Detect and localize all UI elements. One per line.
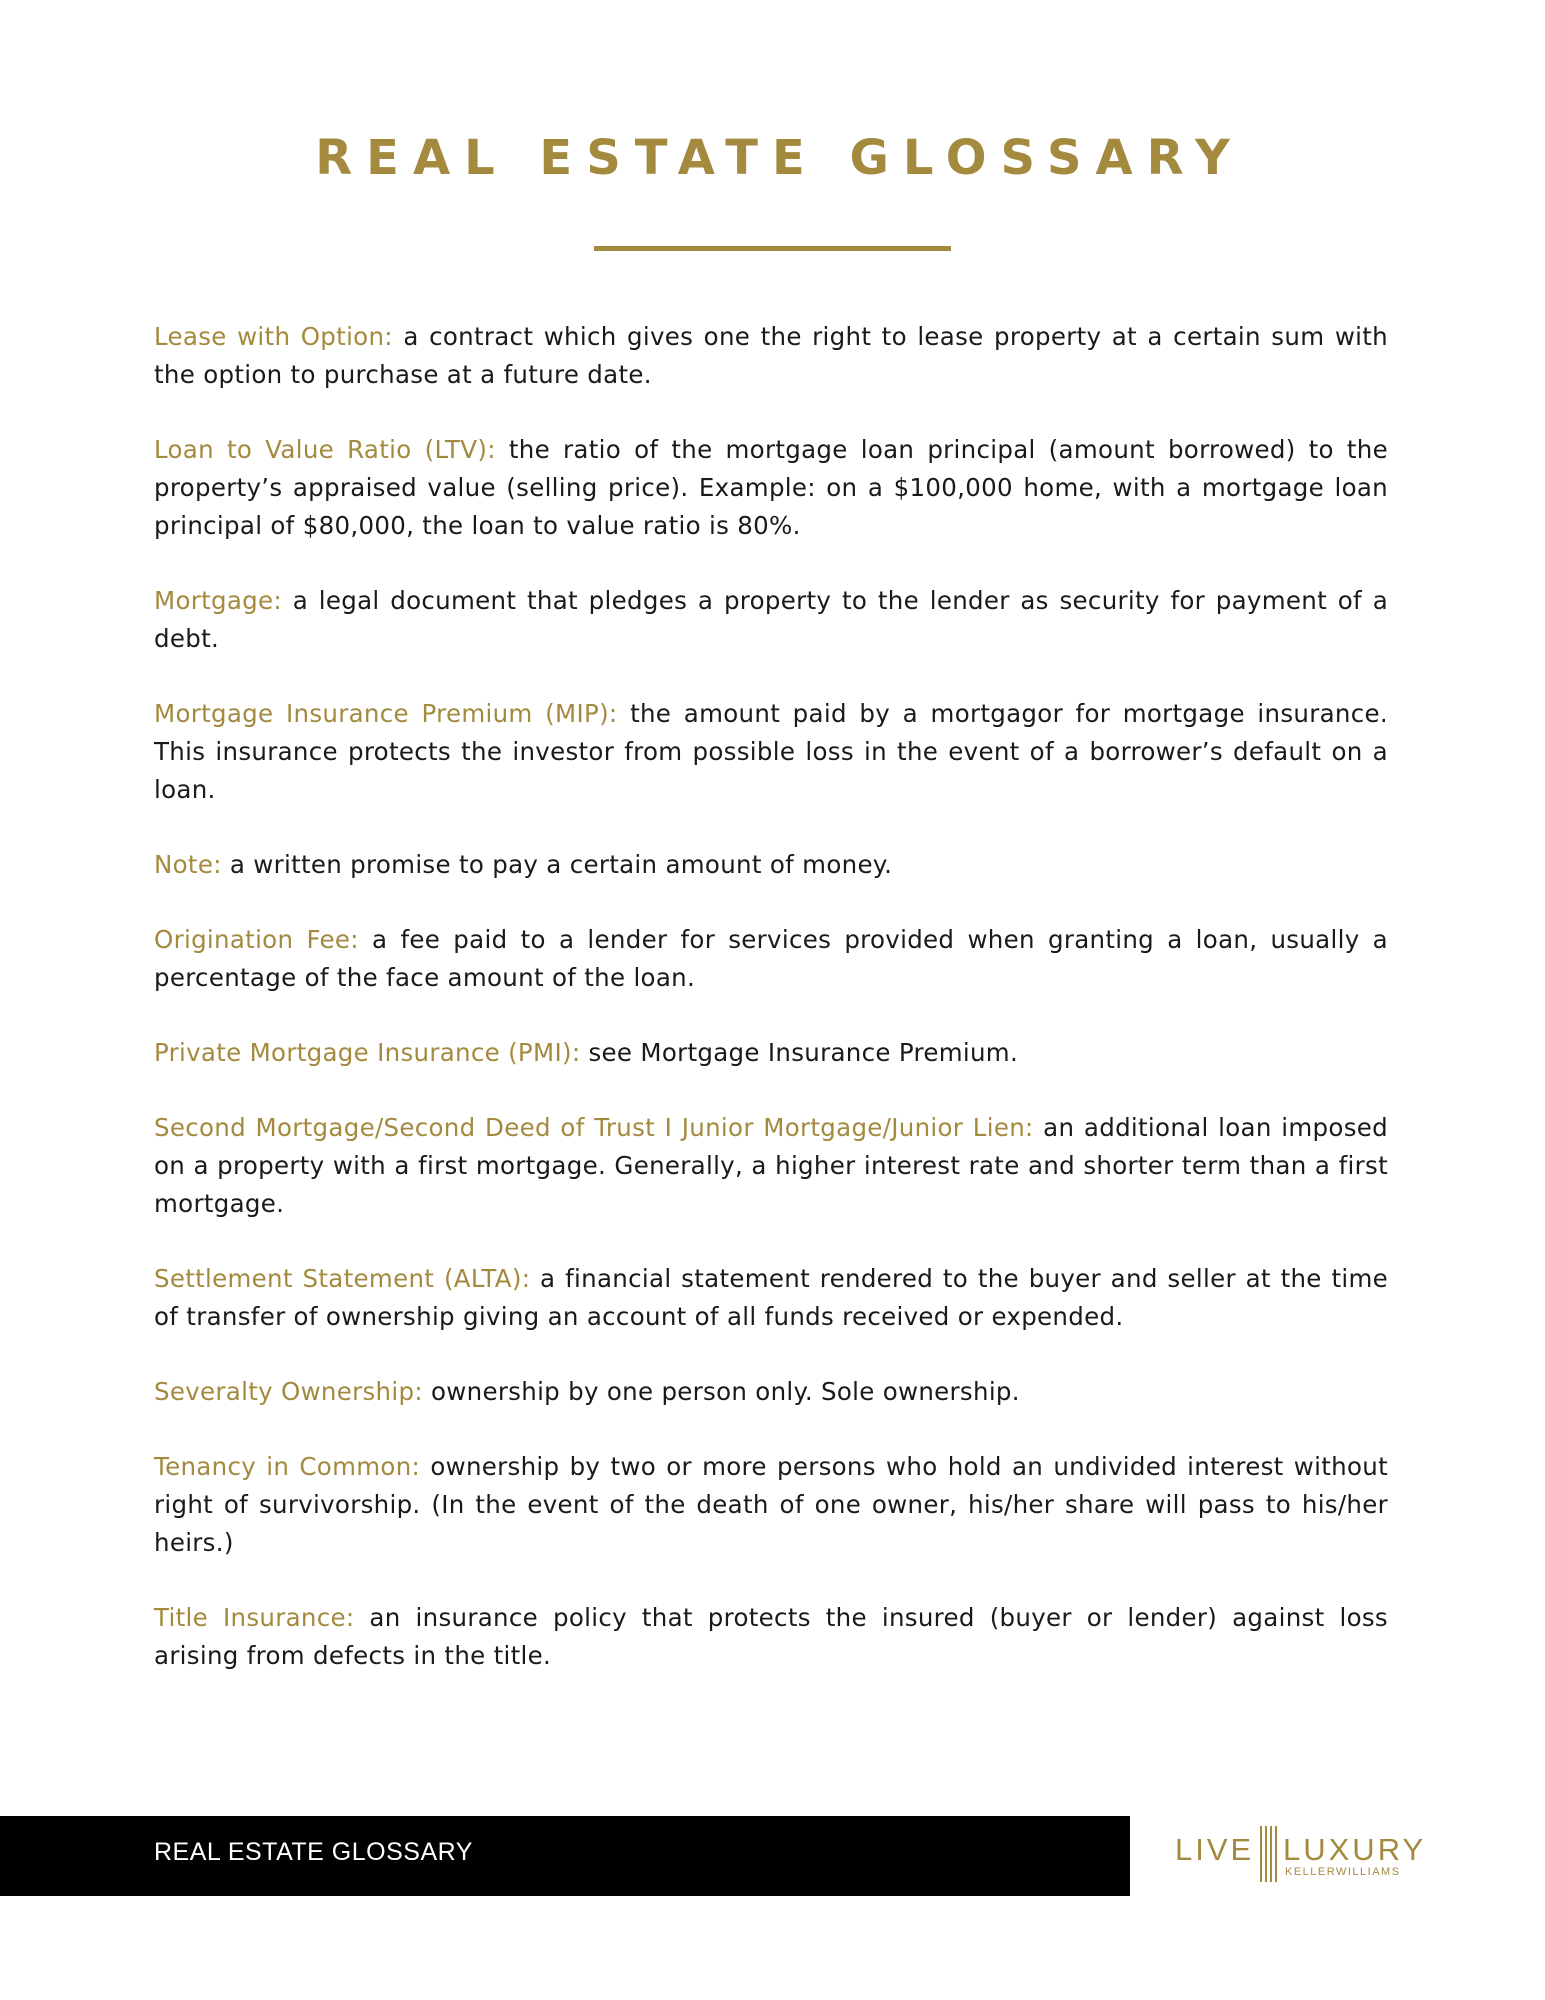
- glossary-definition: see Mortgage Insurance Premium.: [588, 1038, 1019, 1067]
- glossary-term: Private Mortgage Insurance (PMI):: [154, 1038, 581, 1067]
- page-title: REAL ESTATE GLOSSARY: [315, 130, 1244, 186]
- glossary-entry: [154, 1109, 1388, 1223]
- glossary-term: Tenancy in Common:: [154, 1452, 421, 1481]
- glossary-entry: [154, 921, 1388, 997]
- glossary-entry: [154, 431, 1388, 545]
- glossary-entry: [154, 582, 1388, 658]
- glossary-entry: [154, 1599, 1388, 1675]
- glossary-term: Mortgage:: [154, 586, 282, 615]
- glossary-definition: a fee paid to a lender for services provided when granting a loan, usually a percentage of the face amount of the loan.: [154, 925, 1388, 992]
- glossary-definition: a financial statement rendered to the buyer and seller at the time of transfer of ownership giving an account of all funds received or expended.: [154, 1264, 1388, 1331]
- glossary-term: Lease with Option:: [154, 322, 393, 351]
- title-divider: [594, 246, 951, 251]
- glossary-definition: the amount paid by a mortgagor for mortgage insurance. This insurance protects the investor from possible loss in the event of a borrower’s default on a loan.: [154, 699, 1388, 804]
- glossary-entry: [154, 1260, 1388, 1336]
- glossary-definition: an insurance policy that protects the insured (buyer or lender) against loss arising from defects in the title.: [154, 1603, 1388, 1670]
- glossary-term: Loan to Value Ratio (LTV):: [154, 435, 496, 464]
- glossary-definition: the ratio of the mortgage loan principal (amount borrowed) to the property’s appraised value (selling price). Example: on a $100,000 home, with a mortgage loan principal of $80,000, the loan to value ratio is 80%.: [154, 435, 1389, 540]
- logo-word-luxury: LUXURY: [1283, 1832, 1427, 1867]
- logo-bars-icon: [1260, 1826, 1280, 1882]
- glossary-term: Origination Fee:: [154, 925, 359, 954]
- glossary-definition: an additional loan imposed on a property with a first mortgage. Generally, a higher interest rate and shorter term than a first mortgage.: [154, 1113, 1388, 1218]
- glossary-term: Severalty Ownership:: [154, 1377, 423, 1406]
- glossary-term: Settlement Statement (ALTA):: [154, 1264, 531, 1293]
- glossary-term: Mortgage Insurance Premium (MIP):: [154, 699, 618, 728]
- glossary-definition: ownership by two or more persons who hold an undivided interest without right of survivorship. (In the event of the death of one owner, his/her share will pass to his/her heirs.): [154, 1452, 1388, 1557]
- glossary-list: [154, 318, 1388, 1712]
- glossary-term: Note:: [154, 850, 222, 879]
- glossary-definition: a contract which gives one the right to lease property at a certain sum with the option to purchase at a future date.: [154, 322, 1388, 389]
- glossary-entry: [154, 1448, 1388, 1562]
- footer-bar: [0, 1816, 1130, 1896]
- glossary-entry: [154, 1034, 1388, 1072]
- brand-logo: [1175, 1826, 1455, 1886]
- footer-label: REAL ESTATE GLOSSARY: [154, 1838, 473, 1866]
- glossary-definition: a legal document that pledges a property to the lender as security for payment of a debt.: [154, 586, 1389, 653]
- glossary-term: Title Insurance:: [154, 1603, 355, 1632]
- glossary-entry: [154, 695, 1388, 809]
- glossary-entry: [154, 1373, 1388, 1411]
- glossary-definition: a written promise to pay a certain amount of money.: [229, 850, 893, 879]
- glossary-term: Second Mortgage/Second Deed of Trust I Junior Mortgage/Junior Lien:: [154, 1113, 1034, 1142]
- logo-subtitle: KELLERWILLIAMS: [1285, 1866, 1401, 1878]
- glossary-entry: [154, 846, 1388, 884]
- glossary-entry: [154, 318, 1388, 394]
- logo-word-live: LIVE: [1175, 1832, 1255, 1867]
- glossary-definition: ownership by one person only. Sole ownership.: [430, 1377, 1020, 1406]
